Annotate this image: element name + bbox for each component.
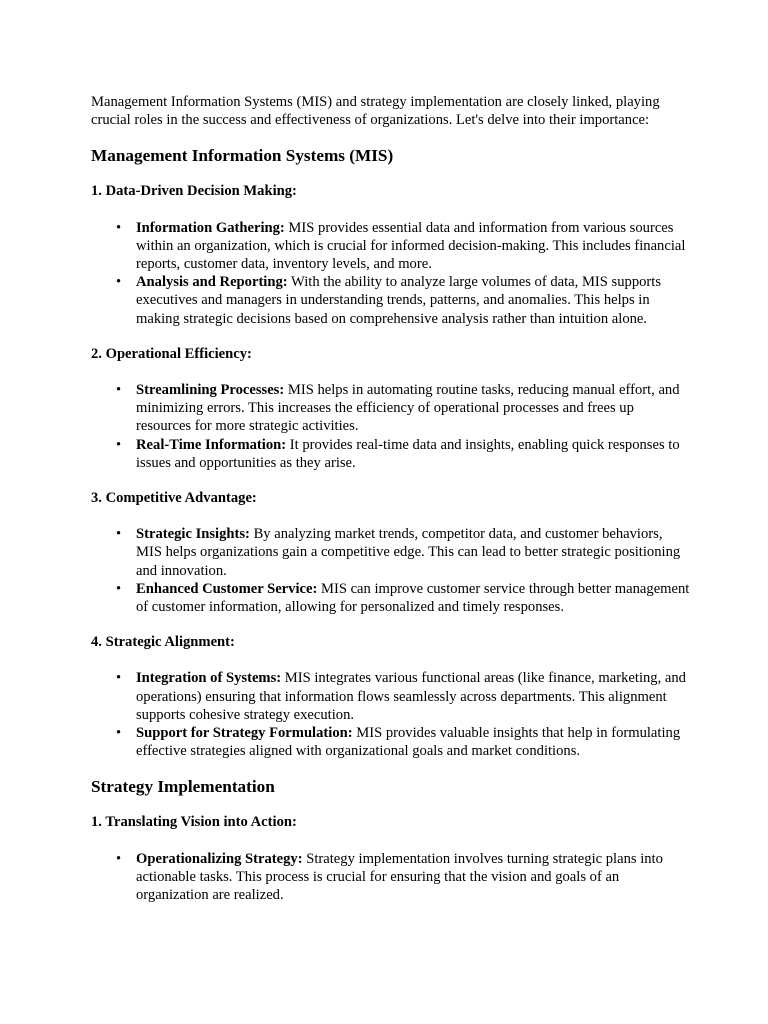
- item-text: MIS can improve customer service through better management of customer information, allowing for personalized and timely responses.: [136, 580, 690, 616]
- subheading-operational-efficiency: 2. Operational Efficiency:: [91, 345, 252, 362]
- bullet-icon: •: [116, 670, 122, 687]
- item-text: With the ability to analyze large volumes of data, MIS supports executives and managers in understanding trends, patterns, and anomalies. This helps in making strategic decisions based on comprehensive analysis rather than intuition alone.: [136, 274, 662, 327]
- list-item: [116, 724, 691, 760]
- item-term: Strategic Insights:: [136, 526, 250, 543]
- bullet-list: [91, 381, 691, 472]
- subheading-translating-vision: 1. Translating Vision into Action:: [91, 814, 297, 831]
- item-text: By analyzing market trends, competitor data, and customer behaviors, MIS helps organizations gain a competitive edge. This can lead to better strategic positioning and innovation.: [136, 526, 681, 579]
- item-text: Strategy implementation involves turning strategic plans into actionable tasks. This process is crucial for ensuring that the vision and goals of an organization are realized.: [136, 850, 663, 904]
- bullet-icon: •: [116, 725, 122, 742]
- item-term: Operationalizing Strategy:: [136, 850, 303, 867]
- bullet-icon: •: [116, 436, 122, 453]
- list-item: [116, 381, 691, 436]
- item-term: Enhanced Customer Service:: [136, 580, 318, 597]
- subheading-competitive-advantage: 3. Competitive Advantage:: [91, 490, 257, 507]
- list-item: [116, 580, 691, 616]
- item-term: Real-Time Information:: [136, 436, 287, 453]
- bullet-icon: •: [116, 274, 122, 291]
- list-item: [116, 273, 691, 328]
- section-title-strategy-implementation: Strategy Implementation: [91, 777, 275, 797]
- bullet-icon: •: [116, 526, 122, 543]
- item-text: MIS provides valuable insights that help in formulating effective strategies aligned with organizational goals and market conditions.: [136, 725, 681, 760]
- bullet-icon: •: [116, 580, 122, 597]
- list-item: [116, 436, 691, 472]
- intro-paragraph: Management Information Systems (MIS) and strategy implementation are closely linked, playing crucial roles in the success and effectiveness of organizations. Let's delve into their importance:: [91, 94, 660, 129]
- subheading-strategic-alignment: 4. Strategic Alignment:: [91, 634, 235, 651]
- list-item: [116, 219, 691, 274]
- list-item: [116, 850, 691, 905]
- list-item: [116, 669, 691, 724]
- item-term: Streamlining Processes:: [136, 382, 285, 399]
- item-term: Analysis and Reporting:: [136, 274, 288, 291]
- document-page: [91, 93, 691, 921]
- bullet-icon: •: [116, 850, 122, 867]
- list-item: [116, 525, 691, 580]
- item-term: Information Gathering:: [136, 219, 285, 236]
- bullet-list: [91, 850, 691, 905]
- subheading-data-driven: 1. Data-Driven Decision Making:: [91, 183, 297, 200]
- section-title-mis: Management Information Systems (MIS): [91, 146, 394, 166]
- bullet-list: [91, 669, 691, 760]
- item-term: Support for Strategy Formulation:: [136, 725, 353, 742]
- bullet-list: [91, 525, 691, 616]
- item-text: MIS helps in automating routine tasks, reducing manual effort, and minimizing errors. This increases the efficiency of operational processes and frees up resources for more strategic activities.: [136, 382, 680, 435]
- item-term: Integration of Systems:: [136, 670, 282, 687]
- item-text: It provides real-time data and insights, enabling quick responses to issues and opportunities as they arise.: [136, 436, 680, 471]
- bullet-icon: •: [116, 382, 122, 399]
- bullet-list: [91, 219, 691, 328]
- item-text: MIS integrates various functional areas (like finance, marketing, and operations) ensuring that information flows seamlessly across departments. This alignment supports cohesive strategy execution.: [136, 670, 686, 723]
- item-text: MIS provides essential data and information from various sources within an organization, which is crucial for informed decision-making. This includes financial reports, customer data, inventory levels, and more.: [136, 219, 686, 273]
- bullet-icon: •: [116, 219, 122, 236]
